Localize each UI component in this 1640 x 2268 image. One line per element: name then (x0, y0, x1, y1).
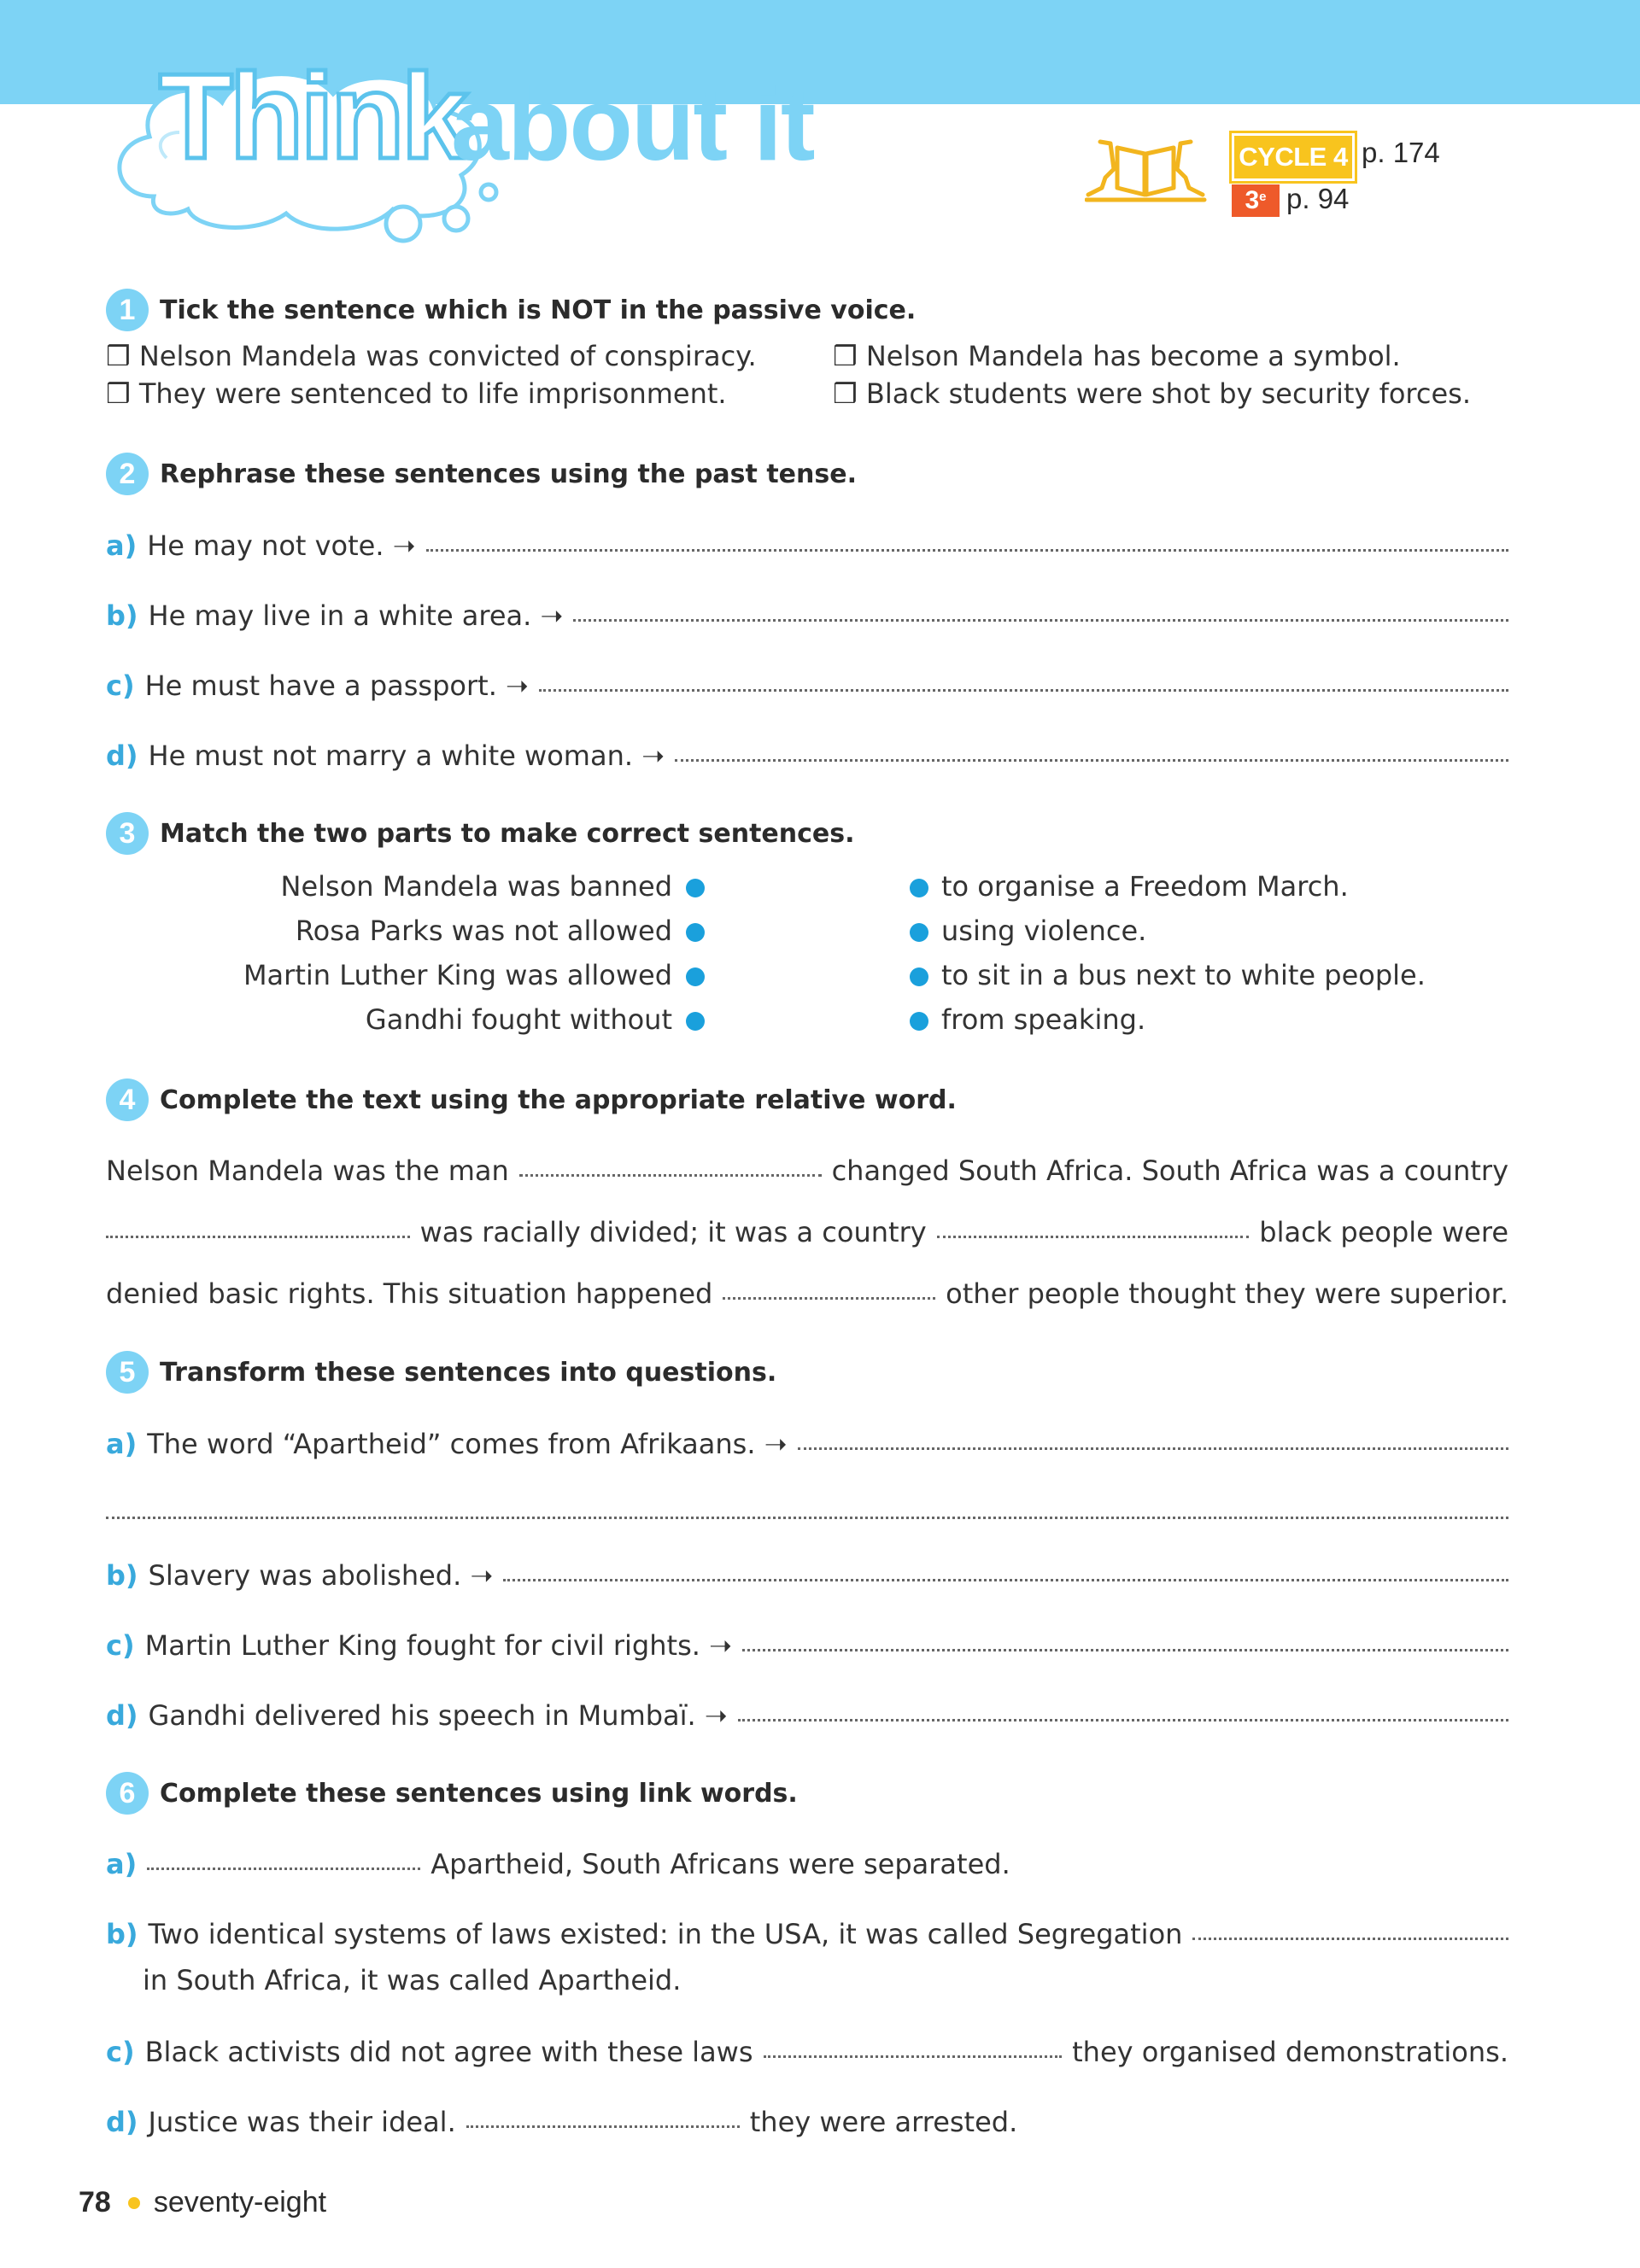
tick-option[interactable]: ❒ Nelson Mandela has become a symbol. (833, 340, 1401, 372)
text-segment: black people were (1259, 1216, 1508, 1248)
answer-line[interactable] (106, 1918, 1508, 1950)
item-label: a) (106, 1848, 138, 1880)
answer-blank[interactable] (742, 1649, 1508, 1651)
item-text: Slavery was abolished. ➝ (148, 1559, 494, 1592)
text-segment: other people thought they were superior. (946, 1277, 1508, 1310)
item-text: Apartheid, South Africans were separated. (430, 1848, 1010, 1880)
answer-blank[interactable] (1192, 1938, 1508, 1940)
answer-line[interactable] (106, 1428, 1508, 1460)
match-left-item: Nelson Mandela was banned (280, 870, 672, 903)
exercise-2-heading (106, 453, 857, 495)
item-text: Black activists did not agree with these laws (144, 2036, 753, 2068)
answer-line[interactable] (106, 2106, 1508, 2138)
match-dot-left[interactable] (686, 879, 705, 897)
answer-blank[interactable] (519, 1174, 822, 1177)
answer-line-continuation (143, 1964, 1508, 1996)
exercise-instruction: Match the two parts to make correct sentences. (160, 818, 855, 849)
exercise-instruction: Complete these sentences using link words. (160, 1778, 798, 1809)
item-text: they organised demonstrations. (1072, 2036, 1508, 2068)
level-sup: e (1259, 189, 1267, 204)
level-badge (1232, 184, 1280, 217)
item-label: b) (106, 1918, 138, 1950)
title-think: Think (159, 49, 466, 184)
answer-blank[interactable] (573, 619, 1508, 622)
item-text: they were arrested. (749, 2106, 1018, 2138)
footer-dot (128, 2197, 140, 2209)
text-segment: changed South Africa. South Africa was a country (831, 1154, 1508, 1187)
exercise-1-heading (106, 289, 916, 331)
level-number: 3 (1245, 186, 1260, 214)
match-dot-right[interactable] (910, 1012, 928, 1031)
answer-blank[interactable] (426, 549, 1508, 552)
match-left-item: Martin Luther King was allowed (243, 959, 672, 991)
item-text: Two identical systems of laws existed: in the USA, it was called Segregation (148, 1918, 1183, 1950)
answer-blank[interactable] (937, 1236, 1250, 1238)
exercise-3-heading (106, 812, 855, 855)
match-left-item: Gandhi fought without (365, 1003, 672, 1036)
item-text: Justice was their ideal. (148, 2106, 456, 2138)
answer-line[interactable] (106, 599, 1508, 632)
text-segment: was racially divided; it was a country (419, 1216, 927, 1248)
item-text: The word “Apartheid” comes from Afrikaans. ➝ (147, 1428, 788, 1460)
page-words: seventy-eight (153, 2186, 327, 2218)
answer-blank[interactable] (147, 1868, 420, 1870)
item-label: c) (106, 669, 135, 702)
answer-blank[interactable] (738, 1719, 1508, 1721)
text-line (106, 1277, 1508, 1310)
answer-line[interactable] (106, 2036, 1508, 2068)
item-label: b) (106, 1559, 138, 1592)
item-label: a) (106, 529, 138, 562)
exercise-number: 2 (106, 453, 149, 495)
page-number: 78 (79, 2186, 111, 2218)
text-segment: Nelson Mandela was the man (106, 1154, 509, 1187)
answer-blank[interactable] (764, 2055, 1063, 2058)
match-left-item: Rosa Parks was not allowed (295, 915, 672, 947)
exercise-6-heading (106, 1772, 798, 1815)
answer-blank[interactable] (675, 759, 1508, 762)
match-dot-left[interactable] (686, 967, 705, 986)
match-right-item: from speaking. (941, 1003, 1146, 1036)
exercise-instruction: Transform these sentences into questions. (160, 1357, 777, 1388)
text-line (106, 1154, 1508, 1187)
answer-blank[interactable] (798, 1447, 1509, 1450)
reading-book-icon (1085, 135, 1213, 203)
item-label: d) (106, 739, 138, 772)
page-footer (79, 2186, 326, 2219)
answer-line[interactable] (106, 739, 1508, 772)
item-label: d) (106, 1699, 138, 1732)
item-label: c) (106, 1629, 135, 1662)
match-right-item: to sit in a bus next to white people. (941, 959, 1426, 991)
match-dot-right[interactable] (910, 967, 928, 986)
answer-blank[interactable] (466, 2125, 740, 2128)
exercise-number: 3 (106, 812, 149, 855)
cycle-badge: CYCLE 4 (1232, 133, 1355, 181)
tick-option[interactable]: ❒ They were sentenced to life imprisonment. (106, 377, 727, 410)
exercise-number: 5 (106, 1351, 149, 1394)
exercise-number: 1 (106, 289, 149, 331)
item-text: Gandhi delivered his speech in Mumbaï. ➝ (148, 1699, 728, 1732)
item-label: c) (106, 2036, 135, 2068)
item-label: b) (106, 599, 138, 632)
match-right-item: using violence. (941, 915, 1147, 947)
exercise-number: 4 (106, 1078, 149, 1121)
title-about: about it (451, 66, 814, 182)
item-label: a) (106, 1428, 138, 1460)
item-text: He must have a passport. ➝ (144, 669, 529, 702)
item-text: He must not marry a white woman. ➝ (148, 739, 665, 772)
exercise-instruction: Complete the text using the appropriate relative word. (160, 1084, 957, 1115)
match-right-item: to organise a Freedom March. (941, 870, 1349, 903)
level-page-ref: p. 94 (1286, 183, 1350, 214)
text-line (106, 1216, 1508, 1248)
item-text: He may not vote. ➝ (147, 529, 416, 562)
answer-blank[interactable] (503, 1579, 1508, 1581)
answer-line[interactable] (106, 1494, 1508, 1520)
match-dot-right[interactable] (910, 879, 928, 897)
answer-blank[interactable] (106, 1236, 410, 1238)
answer-line[interactable] (106, 1629, 1508, 1662)
match-dot-right[interactable] (910, 923, 928, 942)
tick-option[interactable]: ❒ Black students were shot by security forces. (833, 377, 1471, 410)
answer-line[interactable] (106, 1559, 1508, 1592)
match-dot-left[interactable] (686, 923, 705, 942)
match-dot-left[interactable] (686, 1012, 705, 1031)
answer-line[interactable] (106, 1699, 1508, 1732)
answer-line[interactable] (106, 1848, 1508, 1880)
exercise-4-heading (106, 1078, 957, 1121)
item-text: in South Africa, it was called Apartheid. (143, 1964, 682, 1996)
text-segment: denied basic rights. This situation happened (106, 1277, 713, 1310)
answer-line[interactable] (106, 529, 1508, 562)
answer-line[interactable] (106, 669, 1508, 702)
answer-blank[interactable] (723, 1297, 935, 1300)
tick-option[interactable]: ❒ Nelson Mandela was convicted of conspiracy. (106, 340, 757, 372)
item-text: He may live in a white area. ➝ (148, 599, 564, 632)
exercise-instruction: Rephrase these sentences using the past tense. (160, 459, 857, 489)
answer-blank[interactable] (539, 689, 1508, 692)
answer-blank[interactable] (106, 1517, 1508, 1519)
exercise-number: 6 (106, 1772, 149, 1815)
item-text: Martin Luther King fought for civil rights. ➝ (144, 1629, 732, 1662)
exercise-instruction: Tick the sentence which is NOT in the passive voice. (160, 295, 917, 325)
item-label: d) (106, 2106, 138, 2138)
cycle-page-ref: p. 174 (1362, 137, 1440, 168)
exercise-5-heading (106, 1351, 776, 1394)
